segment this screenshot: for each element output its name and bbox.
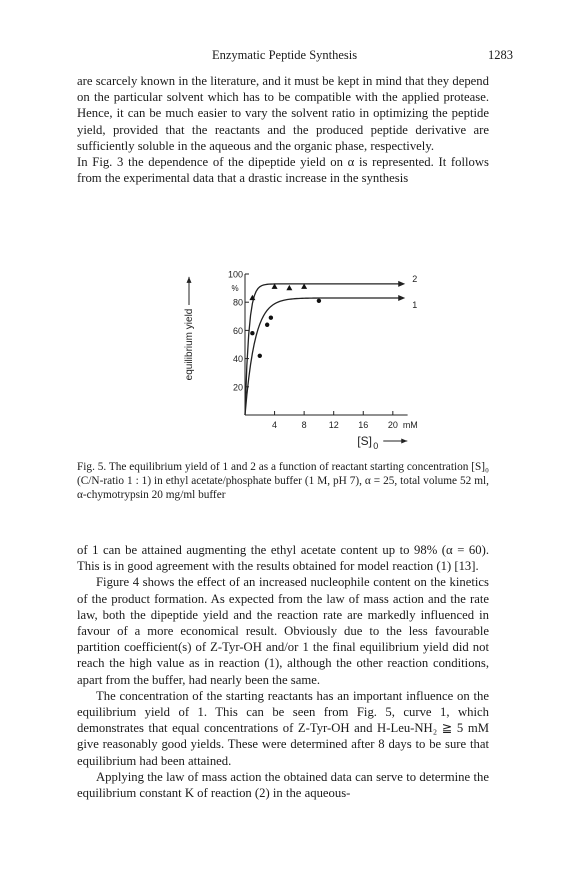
- page-number: 1283: [488, 48, 513, 62]
- x-axis-label-subscript: 0: [373, 441, 379, 450]
- chart-curves: [245, 281, 405, 415]
- y-axis-label: equilibrium yield: [184, 308, 195, 381]
- curve-series-1: [245, 298, 400, 415]
- chart-axes: [187, 274, 408, 444]
- y-tick-label: 80: [232, 297, 243, 308]
- curve-end-arrow: [398, 281, 405, 287]
- curve-series-2: [245, 284, 400, 415]
- intro-text-block: [77, 73, 489, 186]
- y-axis-arrow-head: [187, 277, 192, 283]
- data-point-circle: [258, 354, 262, 358]
- intro-paragraph: are scarcely known in the literature, and it must be kept in mind that they depend on the particular solvent which has to be compatible with the applied protease. Hence, it can be much easier to vary the solvent ratio in optimizing the peptide yield, provided that the reactants and the produced peptide derivative are sufficiently soluble in the aqueous and the organic phase, respectively.: [77, 74, 489, 153]
- chart-marks: [249, 283, 321, 357]
- data-point-triangle: [286, 285, 292, 290]
- caption-label: Fig. 5.: [77, 461, 107, 473]
- x-axis-arrow-head: [401, 439, 407, 444]
- x-tick-label: 8: [301, 420, 307, 430]
- yield-chart: [165, 260, 435, 450]
- series-label: 2: [412, 273, 418, 284]
- running-head: [0, 48, 565, 64]
- caption-text: The equilibrium yield of 1 and 2 as a function of reactant starting concentration [S]₀ (C/N-ratio 1 : 1) in ethyl acetate/phosphate buffer (1 M, pH 7), α = 25, total volume 52 ml, α-chymotrypsin 20 mg/ml buffer: [77, 461, 489, 501]
- figure-caption: [77, 460, 489, 502]
- y-tick-label: 40: [232, 354, 243, 365]
- data-point-circle: [265, 323, 269, 327]
- figure-5: [165, 260, 435, 455]
- curve-end-arrow: [398, 295, 405, 301]
- x-tick-label: 12: [328, 420, 339, 430]
- x-unit-label: mM: [402, 420, 418, 430]
- fig3-paragraph: In Fig. 3 the dependence of the dipeptide yield on α is represented. It follows from the experimental data that a drastic increase in the synthesis: [77, 155, 489, 186]
- series-label: 1: [412, 299, 418, 310]
- body-paragraph-2: Figure 4 shows the effect of an increased nucleophile content on the kinetics of the product formation. As expected from the law of mass action and the rate law, both the dipeptide yield and the reaction rate are markedly influenced in favour of a more economical result. Obviously due to the less favourable partition coefficient(s) of Z-Tyr-OH and/or 1 the final equilibrium yield did not reach the high value as in reaction (1), although the other reaction conditions, apart from the buffer, had nearly been the same.: [77, 575, 489, 687]
- y-tick-label: 100: [227, 269, 243, 280]
- data-point-circle: [250, 331, 254, 335]
- body-paragraph-4: Applying the law of mass action the obtained data can serve to determine the equilibrium constant K of reaction (2) in the aqueous-: [77, 769, 489, 801]
- x-tick-label: 16: [358, 420, 369, 430]
- running-title: Enzymatic Peptide Synthesis: [212, 48, 358, 62]
- body-text: [77, 542, 489, 801]
- chart-labels: [184, 270, 418, 451]
- y-unit-label: %: [231, 284, 239, 294]
- body-paragraph-3: The concentration of the starting reactants has an important influence on the equilibrium yield of 1. This can be seen from Fig. 5, curve 1, which demonstrates that equal concentrations of Z-Tyr-OH and H-Leu-NH₂ ≧ 5 mM give reasonably good yields. These were determined after 8 days to be sure that equilibrium had been attained.: [77, 688, 489, 768]
- x-tick-label: 20: [387, 420, 398, 430]
- y-tick-label: 60: [232, 325, 243, 336]
- x-axis-label: [S]: [357, 434, 372, 448]
- data-point-circle: [317, 299, 321, 303]
- x-tick-label: 4: [272, 420, 278, 430]
- body-paragraph-1: of 1 can be attained augmenting the ethyl acetate content up to 98% (α = 60). This is in good agreement with the results obtained for model reaction (1) [13].: [77, 543, 489, 574]
- y-tick-label: 20: [232, 382, 243, 393]
- data-point-circle: [269, 316, 273, 320]
